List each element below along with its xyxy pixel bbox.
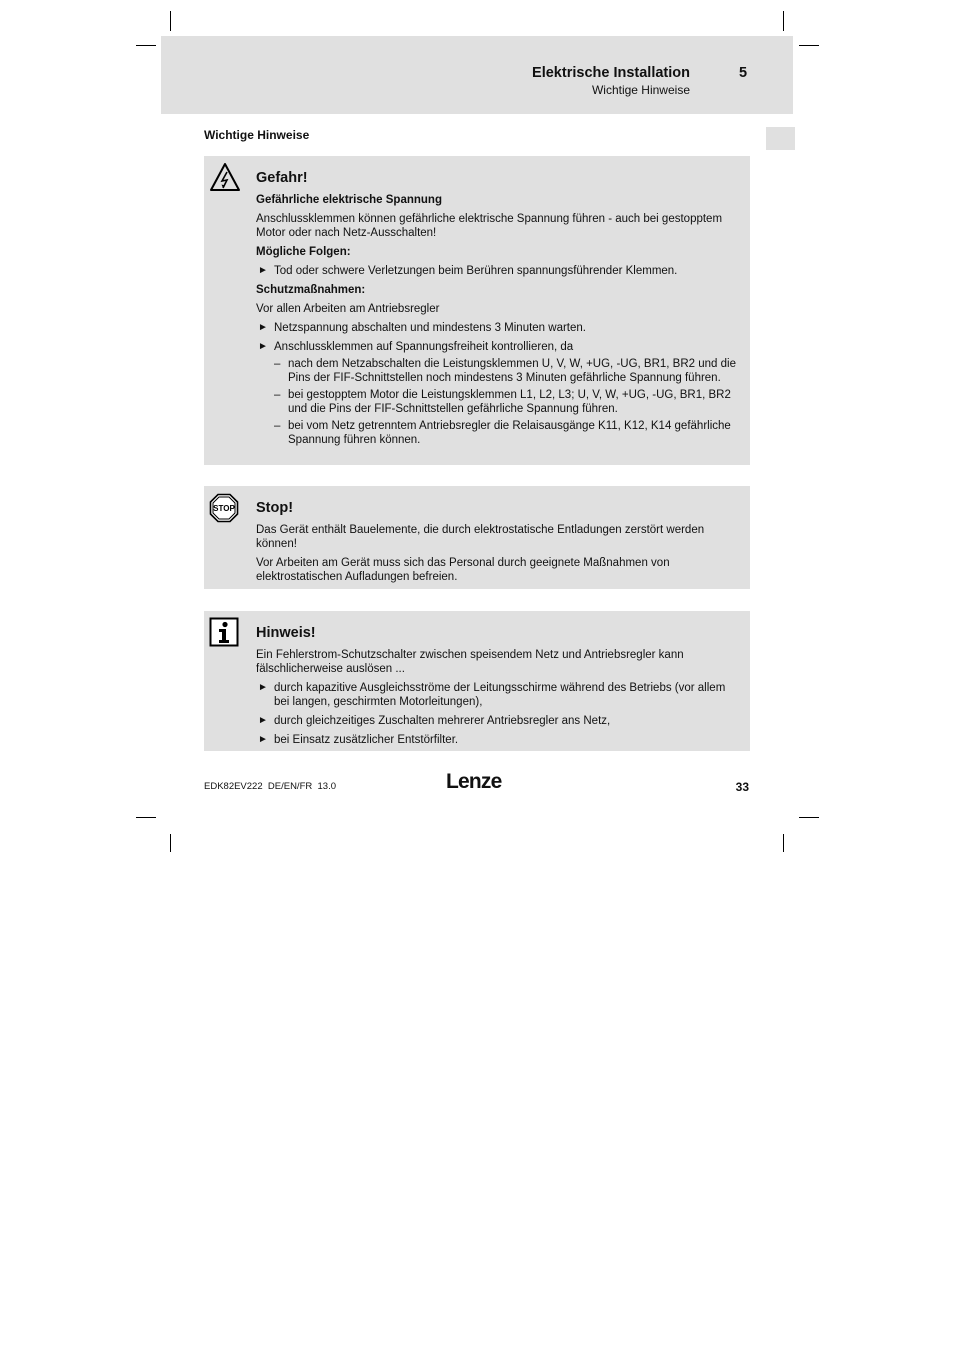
- lenze-logo: Lenze: [446, 770, 502, 793]
- consequences-label: Mögliche Folgen:: [256, 246, 351, 258]
- crop-mark: [170, 11, 171, 31]
- stop-paragraph: Das Gerät enthält Bauelemente, die durch elektrostatische Entladungen zerstört werden können!: [256, 524, 705, 550]
- stop-notice: [204, 486, 750, 589]
- chapter-title: Elektrische Installation: [532, 65, 690, 81]
- crop-mark: [170, 834, 171, 852]
- list-item: ► Netzspannung abschalten und mindestens 3 Minuten warten.: [258, 322, 586, 334]
- page-header: [161, 36, 793, 114]
- note-notice: [204, 611, 750, 751]
- list-item: ► durch gleichzeitiges Zuschalten mehrerer Antriebsregler ans Netz,: [258, 715, 611, 727]
- list-item: ► Anschlussklemmen auf Spannungsfreiheit kontrollieren, da: [258, 341, 574, 353]
- measures-label: Schutzmaßnahmen:: [256, 284, 366, 296]
- danger-notice: [204, 156, 750, 465]
- chapter-subtitle: Wichtige Hinweise: [591, 83, 690, 97]
- page-number: 33: [735, 780, 749, 794]
- crop-mark: [783, 834, 784, 852]
- bullet-arrow-icon: ►: [258, 341, 268, 352]
- list-item: ► Tod oder schwere Verletzungen beim Berühren spannungsführender Klemmen.: [258, 265, 678, 277]
- section-title: Wichtige Hinweise: [204, 128, 310, 142]
- bullet-arrow-icon: ►: [258, 265, 268, 276]
- crop-mark: [799, 817, 819, 818]
- crop-mark: [783, 11, 784, 31]
- danger-intro: Anschlussklemmen können gefährliche elektrische Spannung führen - auch bei gestopptem Motor oder nach Netz-Ausschalten!: [256, 213, 723, 239]
- danger-title: Gefahr!: [256, 170, 308, 186]
- electric-hazard-icon: [209, 162, 241, 197]
- note-intro: Ein Fehlerstrom-Schutzschalter zwischen speisendem Netz und Antriebsregler kann fälschlicherweise auslösen ...: [256, 649, 684, 675]
- measures-intro: Vor allen Arbeiten am Antriebsregler: [256, 303, 440, 315]
- info-icon: [209, 617, 239, 652]
- sub-list-item: – bei gestopptem Motor die Leistungsklemmen L1, L2, L3; U, V, W, +UG, -UG, BR1, BR2 und die Pins der FIF-Schnittstellen gefährliche Spannung führen.: [274, 389, 731, 415]
- crop-mark: [136, 817, 156, 818]
- crop-mark: [799, 45, 819, 46]
- list-item: ► durch kapazitive Ausgleichsströme der Leitungsschirme während des Betriebs (vor allem bei langen, geschirmten Motorleitungen),: [258, 682, 726, 708]
- list-item: ► bei Einsatz zusätzlicher Entstörfilter.: [258, 734, 459, 746]
- stop-title: Stop!: [256, 500, 294, 516]
- bullet-arrow-icon: ►: [258, 734, 268, 745]
- crop-mark: [136, 45, 156, 46]
- stop-paragraph: Vor Arbeiten am Gerät muss sich das Personal durch geeignete Maßnahmen von elektrostatischen Aufladungen befreien.: [256, 557, 670, 583]
- danger-subtitle: Gefährliche elektrische Spannung: [256, 194, 442, 206]
- bullet-arrow-icon: ►: [258, 682, 268, 693]
- chapter-number: 5: [739, 65, 748, 81]
- chapter-tab-marker: [766, 127, 795, 150]
- stop-sign-icon: [209, 493, 239, 528]
- svg-text:STOP: STOP: [213, 504, 235, 513]
- document-id: EDK82EV222 DE/EN/FR 13.0: [204, 781, 337, 792]
- bullet-arrow-icon: ►: [258, 715, 268, 726]
- note-title: Hinweis!: [256, 625, 316, 641]
- sub-list-item: – nach dem Netzabschalten die Leistungsklemmen U, V, W, +UG, -UG, BR1, BR2 und die Pins der FIF-Schnittstellen noch mindestens 3 Minuten gefährliche Spannung führen.: [274, 358, 736, 384]
- bullet-arrow-icon: ►: [258, 322, 268, 333]
- sub-list-item: – bei vom Netz getrenntem Antriebsregler die Relaisausgänge K11, K12, K14 gefährliche Spannung führen können.: [274, 420, 731, 446]
